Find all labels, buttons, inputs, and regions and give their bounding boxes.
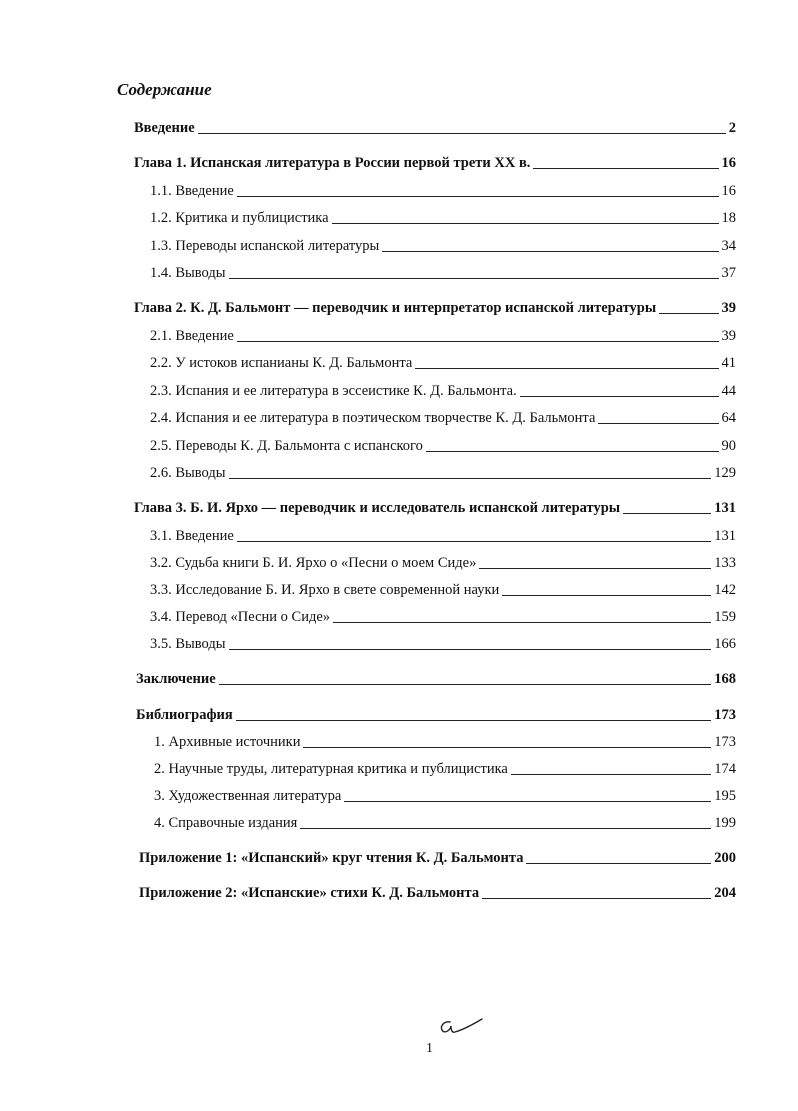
toc-entry-1-2	[150, 209, 736, 227]
toc-entry-page: 41	[721, 355, 736, 371]
toc-entry-3-3	[150, 581, 736, 599]
toc-entry-conclusion	[136, 670, 736, 688]
toc-entry-bib-2	[154, 760, 736, 778]
toc-entry-label: 1.1. Введение	[150, 183, 234, 199]
toc-entry-page: 131	[714, 528, 736, 544]
page-title: Содержание	[117, 80, 212, 99]
toc-entry-page: 168	[714, 671, 736, 687]
toc-entry-label: Библиография	[136, 707, 233, 723]
toc-entry-label: Глава 3. Б. И. Ярхо — переводчик и исследователь испанской литературы	[134, 500, 621, 516]
toc-entry-page: 133	[714, 555, 736, 571]
toc-entry-1-3	[150, 237, 736, 255]
dot-leader	[236, 720, 712, 721]
dot-leader	[659, 313, 718, 314]
dot-leader	[237, 541, 711, 542]
page-number: 1	[426, 1041, 433, 1056]
toc-entry-3-2	[150, 554, 736, 572]
toc-entry-page: 174	[714, 761, 736, 777]
toc-entry-bib-1	[154, 733, 736, 751]
toc-entry-page: 204	[714, 885, 736, 901]
toc-entry-page: 159	[714, 609, 736, 625]
toc-entry-2-2	[150, 354, 736, 372]
toc-entry-chapter-2	[134, 299, 736, 317]
toc-entry-label: 1.3. Переводы испанской литературы	[150, 238, 380, 254]
toc-entry-label: 1.4. Выводы	[150, 265, 226, 281]
toc-entry-label: Глава 1. Испанская литература в России первой трети XX в.	[134, 155, 531, 171]
toc-entry-3-1	[150, 527, 736, 545]
handwritten-mark-icon	[436, 1016, 484, 1040]
toc-entry-page: 2	[728, 120, 736, 136]
toc-entry-page: 64	[721, 410, 736, 426]
dot-leader	[229, 278, 719, 279]
toc-entry-bib-3	[154, 787, 736, 805]
dot-leader	[219, 684, 712, 685]
dot-leader	[482, 898, 711, 899]
toc-entry-page: 39	[721, 328, 736, 344]
toc-entry-label: Глава 2. К. Д. Бальмонт — переводчик и интерпретатор испанской литературы	[134, 300, 657, 316]
toc-entry-label: 2.4. Испания и ее литература в поэтическом творчестве К. Д. Бальмонта	[150, 410, 596, 426]
toc-entry-1-4	[150, 264, 736, 282]
toc-entry-2-5	[150, 437, 736, 455]
dot-leader	[502, 595, 711, 596]
dot-leader	[382, 251, 718, 252]
toc-entry-page: 142	[714, 582, 736, 598]
dot-leader	[332, 223, 719, 224]
dot-leader	[526, 863, 711, 864]
dot-leader	[229, 478, 712, 479]
toc-entry-label: Введение	[134, 120, 195, 136]
toc-entry-label: 2.6. Выводы	[150, 465, 226, 481]
toc-entry-page: 173	[714, 734, 736, 750]
toc-entry-label: 3.1. Введение	[150, 528, 234, 544]
toc-entry-page: 129	[714, 465, 736, 481]
dot-leader	[426, 451, 719, 452]
toc-entry-2-4	[150, 409, 736, 427]
toc-entry-page: 166	[714, 636, 736, 652]
dot-leader	[533, 168, 718, 169]
toc-entry-label: 2.5. Переводы К. Д. Бальмонта с испанского	[150, 438, 423, 454]
toc-entry-label: 3.5. Выводы	[150, 636, 226, 652]
toc-entry-label: 3.2. Судьба книги Б. И. Ярхо о «Песни о моем Сиде»	[150, 555, 477, 571]
toc-entry-bibliography	[136, 706, 736, 724]
toc-entry-label: 1. Архивные источники	[154, 734, 301, 750]
toc-entry-2-6	[150, 464, 736, 482]
toc-entry-page: 131	[714, 500, 736, 516]
toc-entry-page: 16	[721, 155, 736, 171]
dot-leader	[520, 396, 719, 397]
toc-entry-label: Приложение 1: «Испанский» круг чтения К. Д. Бальмонта	[139, 850, 524, 866]
toc-entry-page: 18	[721, 210, 736, 226]
toc-entry-appendix-2	[139, 884, 736, 902]
dot-leader	[237, 341, 719, 342]
dot-leader	[415, 368, 718, 369]
toc-entry-page: 16	[721, 183, 736, 199]
toc-entry-page: 200	[714, 850, 736, 866]
toc-entry-page: 90	[721, 438, 736, 454]
toc-entry-page: 173	[714, 707, 736, 723]
toc-entry-page: 39	[721, 300, 736, 316]
toc-entry-page: 195	[714, 788, 736, 804]
toc-entry-3-4	[150, 608, 736, 626]
toc-entry-2-1	[150, 327, 736, 345]
toc-entry-3-5	[150, 635, 736, 653]
dot-leader	[333, 622, 711, 623]
toc-entry-introduction	[134, 119, 736, 137]
toc-entry-label: Приложение 2: «Испанские» стихи К. Д. Бальмонта	[139, 885, 480, 901]
toc-entry-page: 199	[714, 815, 736, 831]
dot-leader	[479, 568, 711, 569]
dot-leader	[300, 828, 711, 829]
toc-entry-label: 2. Научные труды, литературная критика и публицистика	[154, 761, 508, 777]
toc-entry-label: Заключение	[136, 671, 216, 687]
toc-entry-chapter-1	[134, 154, 736, 172]
dot-leader	[303, 747, 711, 748]
dot-leader	[623, 513, 711, 514]
dot-leader	[344, 801, 711, 802]
dot-leader	[598, 423, 718, 424]
toc-entry-label: 3.4. Перевод «Песни о Сиде»	[150, 609, 331, 625]
toc-entry-page: 34	[721, 238, 736, 254]
dot-leader	[229, 649, 712, 650]
toc-entry-label: 2.3. Испания и ее литература в эссеистике К. Д. Бальмонта.	[150, 383, 517, 399]
toc-entry-chapter-3	[134, 499, 736, 517]
dot-leader	[198, 133, 726, 134]
dot-leader	[511, 774, 711, 775]
dot-leader	[237, 196, 719, 197]
toc-entry-1-1	[150, 182, 736, 200]
toc-entry-label: 4. Справочные издания	[154, 815, 298, 831]
toc-entry-page: 37	[721, 265, 736, 281]
toc-entry-label: 3. Художественная литература	[154, 788, 342, 804]
toc-entry-bib-4	[154, 814, 736, 832]
toc-entry-page: 44	[721, 383, 736, 399]
toc-entry-appendix-1	[139, 849, 736, 867]
toc-entry-label: 3.3. Исследование Б. И. Ярхо в свете современной науки	[150, 582, 500, 598]
toc-entry-2-3	[150, 382, 736, 400]
toc-entry-label: 1.2. Критика и публицистика	[150, 210, 329, 226]
toc-entry-label: 2.2. У истоков испанианы К. Д. Бальмонта	[150, 355, 413, 371]
toc-entry-label: 2.1. Введение	[150, 328, 234, 344]
